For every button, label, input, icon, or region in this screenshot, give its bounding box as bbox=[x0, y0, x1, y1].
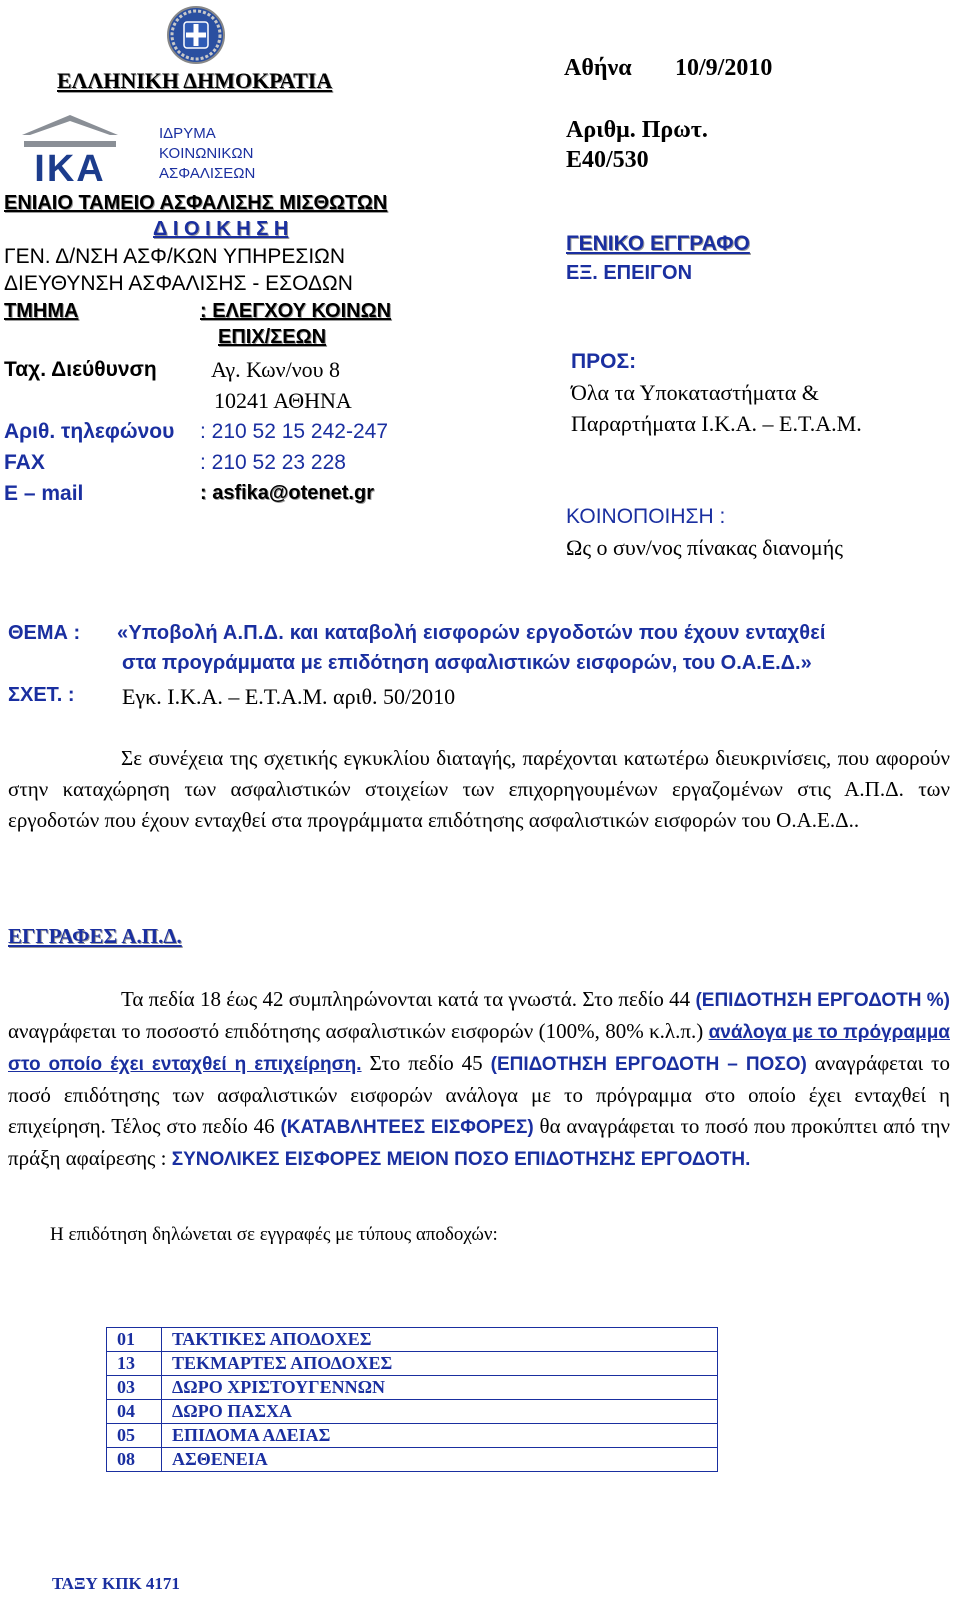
department-value-2: ΕΠΙΧ/ΣΕΩΝ bbox=[218, 326, 327, 348]
body-text: θα αναγράφεται το ποσό που προκύπτει από την πράξη αφαίρεσης : bbox=[8, 1114, 950, 1170]
underlined-note: ανάλογα με το πρόγραμμα στο οποίο έχει ενταχθεί η επιχείρηση. bbox=[8, 1022, 950, 1075]
earnings-label: ΤΕΚΜΑΡΤΕΣ ΑΠΟΔΟΧΕΣ bbox=[162, 1352, 718, 1376]
protocol-number: Ε40/530 bbox=[566, 147, 649, 173]
earnings-code: 08 bbox=[107, 1448, 162, 1472]
document-type: ΓΕΝΙΚΟ ΕΓΓΡΑΦΟ bbox=[566, 232, 750, 255]
field-45-label: (ΕΠΙΔΟΤΗΣΗ ΕΡΓΟΔΟΤΗ – ΠΟΣΟ) bbox=[490, 1054, 807, 1075]
svg-text:ΙΚΑ: ΙΚΑ bbox=[34, 148, 106, 189]
document-date: 10/9/2010 bbox=[675, 55, 773, 81]
earnings-label: ΔΩΡΟ ΧΡΙΣΤΟΥΓΕΝΝΩΝ bbox=[162, 1376, 718, 1400]
institution-name bbox=[159, 124, 255, 184]
body-paragraph bbox=[8, 984, 950, 1175]
table-row bbox=[107, 1328, 718, 1352]
cc-value: Ως ο συν/νος πίνακας διανομής bbox=[566, 535, 843, 560]
directorate: ΔΙΕΥΘΥΝΣΗ ΑΣΦΑΛΙΣΗΣ - ΕΣΟΔΩΝ bbox=[4, 272, 353, 295]
protocol-label: Αριθμ. Πρωτ. bbox=[566, 117, 708, 143]
recipient-line-1: Όλα τα Υποκαταστήματα & bbox=[571, 380, 819, 405]
table-row bbox=[107, 1448, 718, 1472]
earnings-code: 13 bbox=[107, 1352, 162, 1376]
earnings-label: ΔΩΡΟ ΠΑΣΧΑ bbox=[162, 1400, 718, 1424]
cc-label: ΚΟΙΝΟΠΟΙΗΣΗ : bbox=[566, 505, 726, 528]
administration-heading: Δ Ι Ο Ι Κ Η Σ Η bbox=[153, 218, 289, 240]
field-44-label: (ΕΠΙΔΟΤΗΣΗ ΕΡΓΟΔΟΤΗ %) bbox=[695, 990, 950, 1011]
table-row bbox=[107, 1376, 718, 1400]
field-46-label: (ΚΑΤΑΒΛΗΤΕΕΣ ΕΙΣΦΟΡΕΣ) bbox=[280, 1117, 534, 1138]
earnings-label: ΑΣΘΕΝΕΙΑ bbox=[162, 1448, 718, 1472]
earnings-code: 05 bbox=[107, 1424, 162, 1448]
fund-name: ΕΝΙΑΙΟ ΤΑΜΕΙΟ ΑΣΦΑΛΙΣΗΣ ΜΙΣΘΩΤΩΝ bbox=[4, 192, 388, 214]
earnings-label: ΕΠΙΔΟΜΑ ΑΔΕΙΑΣ bbox=[162, 1424, 718, 1448]
subject-label: ΘΕΜΑ : bbox=[8, 622, 81, 644]
address-line-2: 10241 ΑΘΗΝΑ bbox=[214, 388, 352, 413]
address-line-1: Αγ. Κων/νου 8 bbox=[211, 357, 341, 382]
formula-text: ΣΥΝΟΛΙΚΕΣ ΕΙΣΦΟΡΕΣ ΜΕΙΟΝ ΠΟΣΟ ΕΠΙΔΟΤΗΣΗΣ ΕΡΓΟΔΟΤΗ. bbox=[171, 1149, 751, 1170]
body-text: Τα πεδία 18 έως 42 συμπληρώνονται κατά τα γνωστά. Στο πεδίο 44 bbox=[121, 987, 691, 1011]
subject-line-2: στα προγράμματα με επιδότηση ασφαλιστικών εισφορών, του Ο.Α.Ε.Δ.» bbox=[122, 652, 812, 674]
greek-emblem bbox=[165, 4, 227, 66]
department-value: : ΕΛΕΓΧΟΥ ΚΟΙΝΩΝ bbox=[200, 300, 392, 322]
institution-line: ΙΔΡΥΜΑ bbox=[159, 125, 216, 142]
department-label: ΤΜΗΜΑ bbox=[4, 300, 79, 322]
body-text: αναγράφεται το ποσό επιδότησης των ασφαλιστικών εισφορών ανάλογα με το πρόγραμμα στο οποίο έχει ενταχθεί η επιχείρηση. Τέλος στο πεδίο 46 bbox=[8, 1051, 950, 1138]
earnings-label: ΤΑΚΤΙΚΕΣ ΑΠΟΔΟΧΕΣ bbox=[162, 1328, 718, 1352]
recipient-label: ΠΡΟΣ: bbox=[571, 350, 637, 373]
subject-line-1: «Υποβολή Α.Π.Δ. και καταβολή εισφορών εργοδοτών που έχουν ενταχθεί bbox=[117, 622, 826, 644]
body-text: Στο πεδίο 45 bbox=[361, 1051, 491, 1075]
urgency: ΕΞ. ΕΠΕΙΓΟΝ bbox=[566, 262, 693, 284]
address-label: Ταχ. Διεύθυνση bbox=[4, 358, 157, 381]
institution-line: ΑΣΦΑΛΙΣΕΩΝ bbox=[159, 165, 256, 182]
reference-value: Εγκ. Ι.Κ.Α. – Ε.Τ.Α.Μ. αριθ. 50/2010 bbox=[122, 684, 456, 709]
institution-line: ΚΟΙΝΩΝΙΚΩΝ bbox=[159, 145, 254, 162]
earnings-code: 04 bbox=[107, 1400, 162, 1424]
reference-label: ΣΧΕΤ. : bbox=[8, 684, 75, 706]
city: Αθήνα bbox=[564, 55, 632, 81]
earnings-code: 03 bbox=[107, 1376, 162, 1400]
table-row bbox=[107, 1424, 718, 1448]
table-row bbox=[107, 1400, 718, 1424]
recipient-line-2: Παραρτήματα Ι.Κ.Α. – Ε.Τ.Α.Μ. bbox=[571, 411, 862, 436]
email-label: E – mail bbox=[4, 482, 84, 505]
phone-label: Αριθ. τηλεφώνου bbox=[4, 420, 175, 443]
intro-paragraph: Σε συνέχεια της σχετικής εγκυκλίου διαταγής, παρέχονται κατωτέρω διευκρινίσεις, που αφορούν στην καταχώρηση των ασφαλιστικών στοιχείων των επιχορηγουμένων εργαζομένων στις Α.Π.Δ. των εργοδοτών που έχουν ενταχθεί στα προγράμματα επιδότησης ασφαλιστικών εισφορών του Ο.Α.Ε.Δ.. bbox=[8, 746, 950, 832]
body-text: αναγράφεται το ποσοστό επιδότησης ασφαλιστικών εισφορών (100%, 80% κ.λ.π.) bbox=[8, 1019, 709, 1043]
table-intro: Η επιδότηση δηλώνεται σε εγγραφές με τύπους αποδοχών: bbox=[50, 1224, 498, 1245]
general-directorate: ΓΕΝ. Δ/ΝΣΗ ΑΣΦ/ΚΩΝ ΥΠΗΡΕΣΙΩΝ bbox=[4, 245, 346, 268]
earnings-code: 01 bbox=[107, 1328, 162, 1352]
earnings-types-table bbox=[106, 1327, 718, 1472]
republic-heading: ΕΛΛΗΝΙΚΗ ΔΗΜΟΚΡΑΤΙΑ bbox=[57, 68, 333, 93]
footer-code: ΤΑΞΥ ΚΠΚ 4171 bbox=[52, 1574, 180, 1593]
section-heading: ΕΓΓΡΑΦΕΣ Α.Π.Δ. bbox=[8, 924, 182, 948]
phone-value: : 210 52 15 242-247 bbox=[200, 420, 388, 443]
ika-logo bbox=[20, 113, 120, 189]
table-row bbox=[107, 1352, 718, 1376]
fax-label: FAX bbox=[4, 451, 45, 474]
fax-value: : 210 52 23 228 bbox=[200, 451, 346, 474]
email-value[interactable]: : asfika@otenet.gr bbox=[200, 482, 374, 504]
